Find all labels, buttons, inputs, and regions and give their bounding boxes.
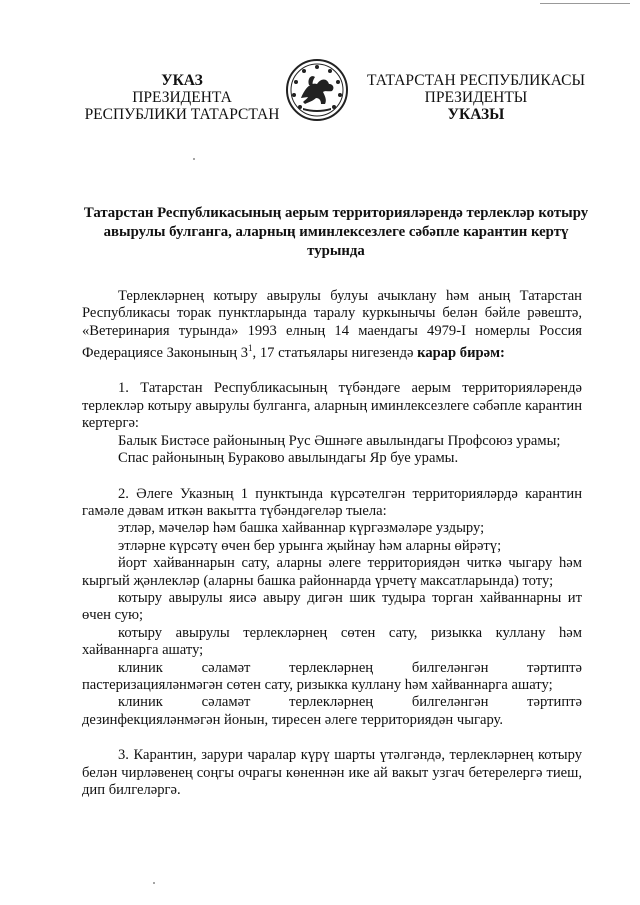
decree-body — [82, 288, 582, 799]
paragraph-2-item: этләрне күрсәтү өчен бер урынга җыйнау һәм аларны өйрәтү; — [118, 537, 502, 554]
header-left-line-1: УКАЗ — [161, 72, 203, 89]
paragraph-2-item: котыру авырулы терлекләрнең сөтен сату, ризыкка куллану һәм хайваннарга ашату; — [82, 624, 582, 659]
scan-edge-line — [540, 3, 630, 4]
header-tatar — [366, 72, 586, 123]
paragraph-1-item: Балык Бистәсе районының Рус Әшнәге авылындагы Профсоюз урамы; — [118, 432, 561, 449]
paragraph-2-item: котыру авырулы яисә авыру дигән шик тудыра торган хайваннарны ит өчен сую; — [82, 589, 582, 624]
preamble-superscript: 1 — [248, 343, 253, 354]
preamble-decision: карар бирәм: — [417, 345, 505, 362]
preamble-text-2: , 17 статьялары нигезендә — [252, 345, 418, 362]
header-left-line-3: РЕСПУБЛИКИ ТАТАРСТАН — [84, 106, 280, 123]
paragraph-1: 1. Татарстан Республикасының түбәндәге аерым территорияләрендә терлекләр котыру авырулы булганга, аларның иминлексезлеге сәбәпле карантин кертергә: — [82, 380, 582, 432]
paragraph-2-item: клиник сәламәт терлекләрнең билгеләнгән тәртиптә дезинфекцияләнмәгән йонын, тиресен әлеге территориядән чыгару. — [82, 694, 582, 728]
header-left-line-2: ПРЕЗИДЕНТА — [132, 89, 232, 106]
tatarstan-emblem-icon — [285, 58, 349, 122]
paragraph-1-item: Спас районының Бураково авылындагы Яр буе урамы. — [118, 450, 459, 467]
header-right-line-1: ТАТАРСТАН РЕСПУБЛИКАСЫ — [367, 72, 585, 89]
paragraph-3: 3. Карантин, зарури чаралар күрү шарты үтәлгәндә, терлекләрнең котыру белән чирләвенең соңгы очрагы көненнән ике ай вакыт узгач бетерелергә тиеш, дип билгеләргә. — [82, 747, 582, 799]
paragraph-2-item: этләр, мәчеләр һәм башка хайваннар күргәзмәләре уздыру; — [118, 520, 485, 537]
paragraph-2-item: йорт хайваннарын сату, аларны әлеге территориядән читкә чыгару һәм кыргый җәнлекләр (аларны башка районнарда үрчетү максатларында) тоту; — [82, 555, 582, 589]
header-russian — [82, 72, 282, 123]
header-right-line-2: ПРЕЗИДЕНТЫ — [424, 89, 528, 106]
paragraph-2: 2. Әлеге Указның 1 пунктында күрсәтелгән территорияләрдә карантин гамәле дәвам иткән вакытта түбәндәгеләр тыела: — [82, 485, 582, 519]
paragraph-2-item: клиник сәламәт терлекләрнең билгеләнгән тәртиптә пастеризацияләнмәгән сөтен сату, ризыкка куллану һәм хайваннарга ашату; — [82, 659, 582, 693]
scan-speck — [153, 882, 155, 884]
header-right-line-3: УКАЗЫ — [447, 106, 505, 123]
decree-title: Татарстан Республикасының аерым территорияләрендә терлекләр котыру авырулы булганга, аларның иминлексезлеге сәбәпле карантин кертү турында — [83, 205, 589, 259]
preamble — [82, 288, 582, 362]
preamble-text: Терлекләрнең котыру авырулы булуы ачыклану һәм аның Татарстан Республикасы торак пунктларында таралу куркынычы белән бәйле рәвештә, «Ветеринария турында» 1993 елның 14 маендагы 4979-I номерлы Россия Федерациясе Законының 3 — [82, 288, 582, 362]
scan-speck — [193, 158, 195, 160]
